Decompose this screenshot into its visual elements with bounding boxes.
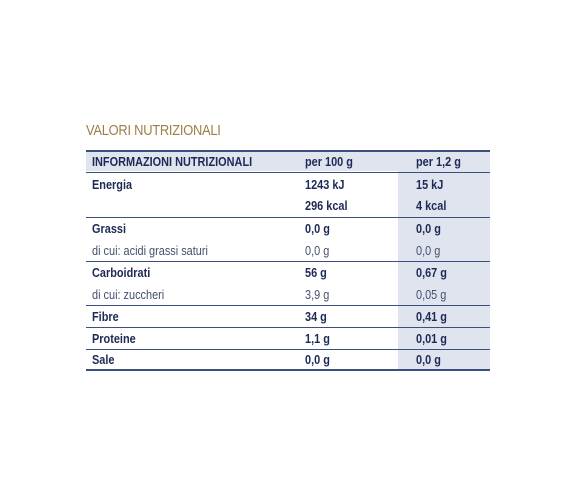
row-value-per-portion: 15 kJ <box>416 177 444 192</box>
nutrition-table <box>86 150 490 371</box>
row-value-per-100g: 0,0 g <box>305 352 330 367</box>
row-value-per-portion: 0,05 g <box>416 287 447 302</box>
row-divider <box>86 172 490 173</box>
row-value-per-100g: 0,0 g <box>305 221 330 236</box>
table-row-energia-kcal <box>86 195 490 216</box>
row-label: di cui: acidi grassi saturi <box>92 243 208 258</box>
row-label: Fibre <box>92 309 119 324</box>
header-per-portion: per 1,2 g <box>416 154 461 169</box>
row-value-per-portion: 0,0 g <box>416 221 441 236</box>
row-value-per-portion: 0,0 g <box>416 243 441 258</box>
row-value-per-portion: 0,41 g <box>416 309 447 324</box>
row-value-per-portion: 0,67 g <box>416 265 447 280</box>
table-row-grassi <box>86 218 490 239</box>
row-value-per-100g: 34 g <box>305 309 327 324</box>
table-row-proteine <box>86 328 490 349</box>
row-label: Grassi <box>92 221 127 236</box>
row-value-per-100g: 1,1 g <box>305 331 330 346</box>
row-value-per-portion: 0,0 g <box>416 352 441 367</box>
row-value-per-100g: 1243 kJ <box>305 177 345 192</box>
table-header-row <box>86 151 490 172</box>
table-row-acidi-grassi-saturi <box>86 240 490 261</box>
row-value-per-100g: 3,9 g <box>305 287 330 302</box>
section-title: VALORI NUTRIZIONALI <box>86 122 221 139</box>
table-bottom-border <box>86 369 490 371</box>
row-value-per-100g: 0,0 g <box>305 243 330 258</box>
header-per-100g: per 100 g <box>305 154 353 169</box>
row-label: Energia <box>92 177 133 192</box>
row-value-per-portion: 0,01 g <box>416 331 447 346</box>
table-row-fibre <box>86 306 490 327</box>
row-value-per-100g: 56 g <box>305 265 327 280</box>
table-row-zuccheri <box>86 284 490 305</box>
table-row-carboidrati <box>86 262 490 283</box>
table-row-sale <box>86 349 490 370</box>
table-row-energia <box>86 174 490 195</box>
row-value-per-portion: 4 kcal <box>416 198 447 213</box>
row-label: di cui: zuccheri <box>92 287 165 302</box>
row-value-per-100g: 296 kcal <box>305 198 348 213</box>
header-label: INFORMAZIONI NUTRIZIONALI <box>92 154 253 169</box>
row-label: Proteine <box>92 331 136 346</box>
row-label: Sale <box>92 352 115 367</box>
row-label: Carboidrati <box>92 265 151 280</box>
